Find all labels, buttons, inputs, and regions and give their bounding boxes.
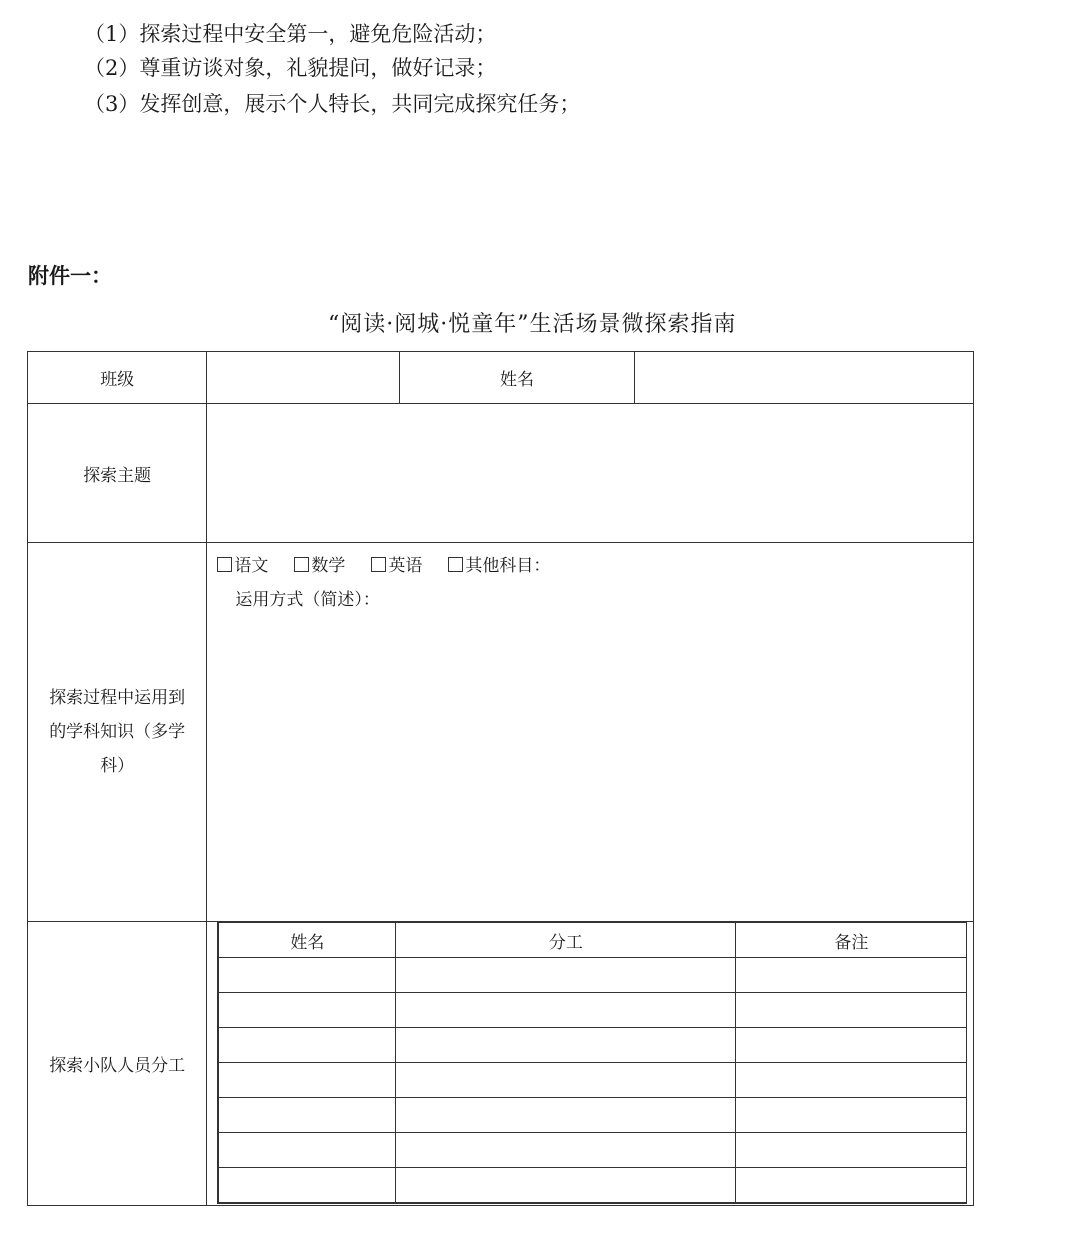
class-label: 班级 <box>28 352 207 404</box>
team-name-cell[interactable] <box>218 1133 396 1168</box>
team-note-cell[interactable] <box>736 1133 967 1168</box>
table-row <box>218 1098 967 1133</box>
table-row <box>218 1028 967 1063</box>
class-field[interactable] <box>207 352 399 404</box>
table-row <box>218 1133 967 1168</box>
team-role-cell[interactable] <box>396 1063 736 1098</box>
form-row-knowledge <box>28 543 974 922</box>
subject-option-label: 其他科目： <box>465 556 551 576</box>
team-header-role: 分工 <box>396 923 736 958</box>
team-header-name: 姓名 <box>218 923 396 958</box>
usage-label: 运用方式（简述）： <box>235 590 380 610</box>
checkbox-icon[interactable] <box>448 557 463 572</box>
exploration-form-table <box>27 351 974 1206</box>
table-row <box>218 1168 967 1204</box>
knowledge-label-line-1: 探索过程中运用到 <box>49 688 186 708</box>
knowledge-field[interactable] <box>207 543 974 922</box>
team-name-cell[interactable] <box>218 1028 396 1063</box>
team-table-cell <box>207 922 974 1206</box>
team-note-cell[interactable] <box>736 958 967 993</box>
subject-option-label: 数学 <box>311 556 346 576</box>
team-role-cell[interactable] <box>396 1168 736 1204</box>
name-label: 姓名 <box>399 352 634 404</box>
subject-option-english[interactable] <box>371 551 422 576</box>
team-table <box>217 922 967 1204</box>
team-name-cell[interactable] <box>218 958 396 993</box>
form-row-theme <box>28 404 974 543</box>
theme-field[interactable] <box>207 404 974 543</box>
attachment-label: 附件一： <box>28 264 112 288</box>
team-note-cell[interactable] <box>736 993 967 1028</box>
team-note-cell[interactable] <box>736 1098 967 1133</box>
table-row <box>218 1063 967 1098</box>
team-name-cell[interactable] <box>218 1168 396 1204</box>
name-field[interactable] <box>635 352 974 404</box>
knowledge-label-line-3: 科） <box>100 756 135 776</box>
rule-item-3: （3）发挥创意，展示个人特长，共同完成探究任务； <box>84 92 581 116</box>
rule-item-1: （1）探索过程中安全第一，避免危险活动； <box>84 22 497 46</box>
form-row-class-name <box>28 352 974 404</box>
theme-label: 探索主题 <box>28 404 207 543</box>
team-note-cell[interactable] <box>736 1028 967 1063</box>
team-role-cell[interactable] <box>396 958 736 993</box>
team-note-cell[interactable] <box>736 1168 967 1204</box>
checkbox-icon[interactable] <box>294 557 309 572</box>
team-name-cell[interactable] <box>218 1063 396 1098</box>
rule-item-2: （2）尊重访谈对象，礼貌提问，做好记录； <box>84 56 497 80</box>
table-row <box>218 958 967 993</box>
team-role-cell[interactable] <box>396 1133 736 1168</box>
form-row-team <box>28 922 974 1206</box>
team-header-row <box>218 923 967 958</box>
team-role-cell[interactable] <box>396 1098 736 1133</box>
table-row <box>218 993 967 1028</box>
checkbox-icon[interactable] <box>217 557 232 572</box>
team-name-cell[interactable] <box>218 993 396 1028</box>
team-role-cell[interactable] <box>396 1028 736 1063</box>
knowledge-label <box>28 543 207 922</box>
team-note-cell[interactable] <box>736 1063 967 1098</box>
subject-option-label: 语文 <box>234 556 269 576</box>
knowledge-label-line-2: 的学科知识（多学 <box>49 722 186 742</box>
team-role-cell[interactable] <box>396 993 736 1028</box>
subject-option-chinese[interactable] <box>217 551 268 576</box>
team-name-cell[interactable] <box>218 1098 396 1133</box>
team-header-note: 备注 <box>736 923 967 958</box>
checkbox-icon[interactable] <box>371 557 386 572</box>
subject-option-math[interactable] <box>294 551 345 576</box>
subject-option-other[interactable] <box>448 551 550 576</box>
form-title: “阅读·阅城·悦童年”生活场景微探索指南 <box>328 312 737 337</box>
subject-checkbox-group <box>217 551 576 576</box>
team-label: 探索小队人员分工 <box>28 922 207 1206</box>
subject-option-label: 英语 <box>388 556 423 576</box>
